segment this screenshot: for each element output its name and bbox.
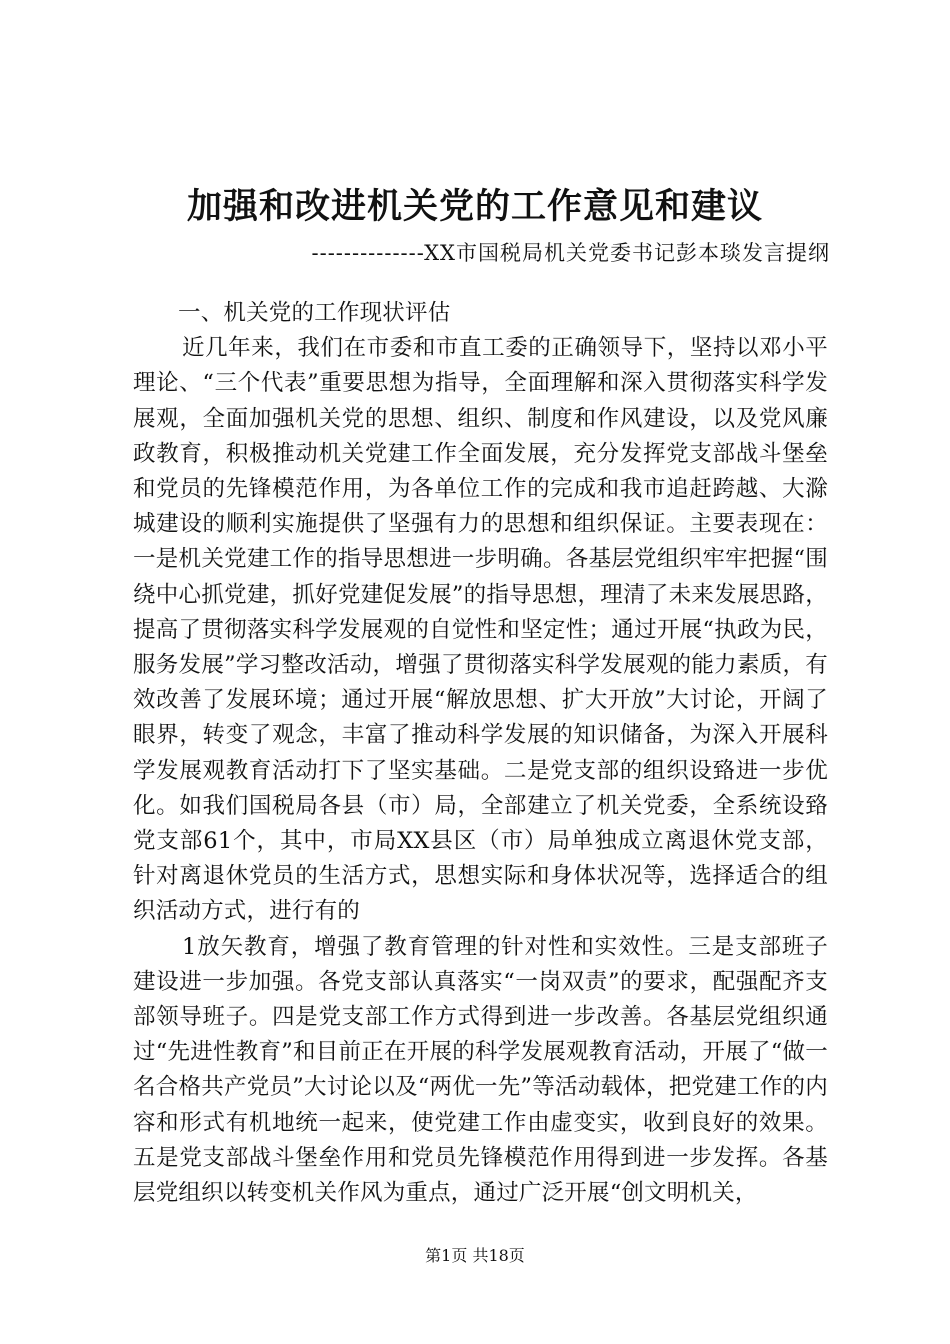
section-heading: 一、机关党的工作现状评估 (178, 300, 451, 326)
document-subtitle: --------------XX市国税局机关党委书记彭本琰发言提纲 (311, 241, 830, 265)
page-footer: 第1页 共18页 (425, 1246, 525, 1265)
document-body (133, 296, 828, 1211)
body-paragraph: 近几年来，我们在市委和市直工委的正确领导下，坚持以邓小平理论、“三个代表”重要思想为指导，全面理解和深入贯彻落实科学发展观，全面加强机关党的思想、组织、制度和作风建设，以及党风廉政教育，积极推动机关党建工作全面发展，充分发挥党支部战斗堡垒和党员的先锋模范作用，为各单位工作的完成和我市追赶跨越、大滁城建设的顺利实施提供了坚强有力的思想和组织保证。主要表现在：一是机关党建工作的指导思想进一步明确。各基层党组织牢牢把握“围绕中心抓党建，抓好党建促发展”的指导思想，理清了未来发展思路，提高了贯彻落实科学发展观的自觉性和坚定性；通过开展“执政为民，服务发展”学习整改活动，增强了贯彻落实科学发展观的能力素质，有效改善了发展环境；通过开展“解放思想、扩大开放”大讨论，开阔了眼界，转变了观念，丰富了推动科学发展的知识储备，为深入开展科学发展观教育活动打下了坚实基础。二是党支部的组织设臵进一步优化。如我们国税局各县（市）局，全部建立了机关党委，全系统设臵党支部61个，其中，市局XX县区（市）局单独成立离退休党支部，针对离退休党员的生活方式，思想实际和身体状况等，选择适合的组织活动方式，进行有的 (133, 335, 828, 925)
body-paragraph: 1放矢教育，增强了教育管理的针对性和实效性。三是支部班子建设进一步加强。各党支部认真落实“一岗双责”的要求，配强配齐支部领导班子。四是党支部工作方式得到进一步改善。各基层党组织通过“先进性教育”和目前正在开展的科学发展观教育活动，开展了“做一名合格共产党员”大讨论以及“两优一先”等活动载体，把党建工作的内容和形式有机地统一起来，使党建工作由虚变实，收到良好的效果。五是党支部战斗堡垒作用和党员先锋模范作用得到进一步发挥。各基层党组织以转变机关作风为重点，通过广泛开展“创文明机关， (133, 933, 828, 1207)
document-title: 加强和改进机关党的工作意见和建议 (186, 186, 763, 227)
